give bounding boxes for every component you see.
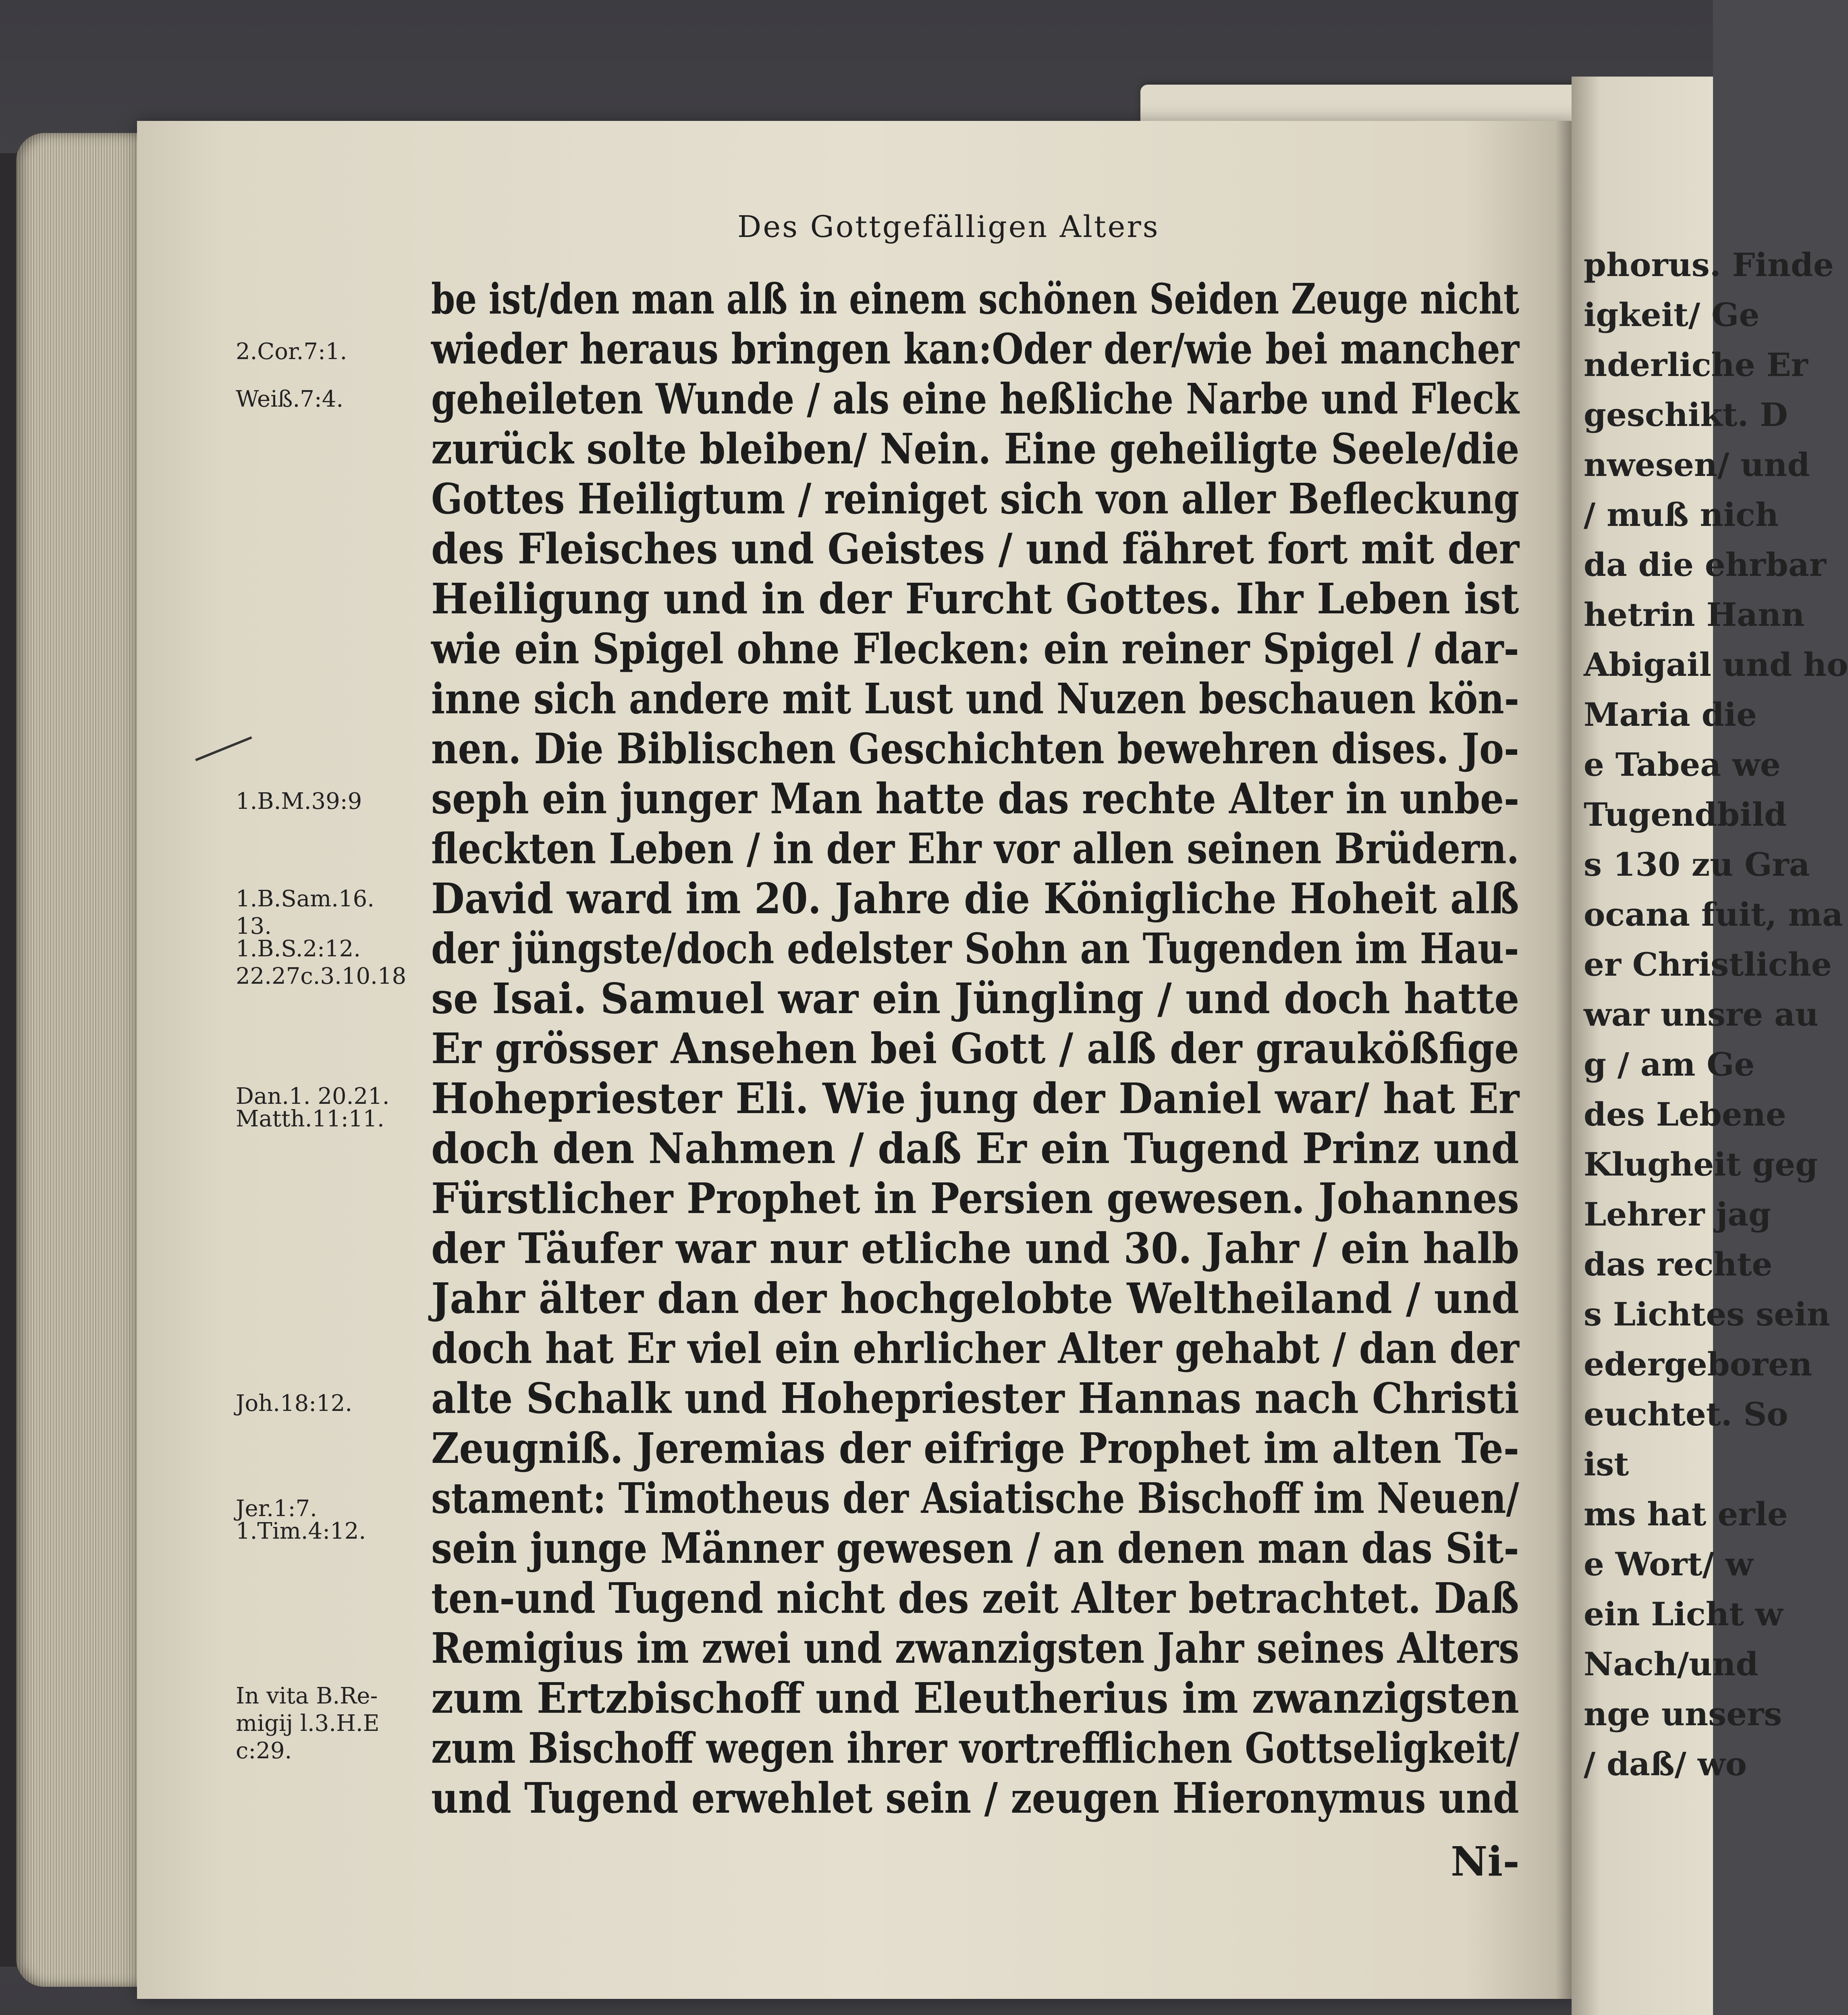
- text-line: der Täufer war nur etliche und 30. Jahr / ein halb: [431, 1224, 1520, 1273]
- text-line: zum Bischoff wegen ihrer vortrefflichen Gottseligkeit/: [431, 1723, 1519, 1773]
- facing-page-line: e Wort/ w: [1584, 1545, 1753, 1583]
- facing-page-line: ocana fuit, ma: [1584, 895, 1843, 933]
- facing-page-line: er Christliche: [1584, 945, 1832, 983]
- facing-page: [1572, 77, 1848, 2015]
- text-line: Er grösser Ansehen bei Gott / alß der graukößfige: [431, 1024, 1519, 1073]
- margin-note: 1.Tim.4:12.: [236, 1518, 366, 1544]
- margin-note: Joh.18:12.: [236, 1390, 353, 1417]
- gutter-shadow: [1555, 121, 1572, 1999]
- facing-page-line: / muß nich: [1584, 496, 1779, 534]
- facing-page-line: Tugendbild: [1584, 796, 1787, 833]
- facing-page-line: e Tabea we: [1584, 746, 1781, 783]
- page-stack-edge: [16, 133, 149, 1987]
- margin-note: Dan.1. 20.21.: [236, 1083, 390, 1109]
- facing-page-line: euchtet. So: [1584, 1395, 1788, 1433]
- text-line: fleckten Leben / in der Ehr vor allen seinen Brüdern.: [431, 824, 1520, 873]
- facing-page-line: g / am Ge: [1584, 1045, 1755, 1083]
- text-line: doch hat Er viel ein ehrlicher Alter gehabt / dan der: [431, 1323, 1519, 1373]
- facing-page-line: Lehrer jag: [1584, 1195, 1771, 1233]
- margin-note: 2.Cor.7:1.: [236, 339, 347, 365]
- text-line: doch den Nahmen / daß Er ein Tugend Prinz und: [431, 1124, 1519, 1173]
- facing-page-line: Abigail und ho: [1584, 646, 1848, 683]
- margin-note: 22.27c.3.10.18: [236, 963, 407, 990]
- margin-note: c:29.: [236, 1738, 292, 1764]
- facing-page-line: hetrin Hann: [1584, 596, 1805, 634]
- facing-page-line: ms hat erle: [1584, 1495, 1788, 1533]
- text-line: geheileten Wunde / als eine heßliche Narbe und Fleck: [431, 374, 1519, 424]
- text-line: seph ein junger Man hatte das rechte Alter in unbe-: [431, 774, 1520, 823]
- facing-page-line: phorus. Finde: [1584, 246, 1834, 284]
- facing-page-line: Nach/und: [1584, 1645, 1759, 1683]
- margin-note: 1.B.M.39:9: [236, 788, 362, 815]
- text-line: Hohepriester Eli. Wie jung der Daniel war/ hat Er: [431, 1074, 1520, 1123]
- facing-page-line: s Lichtes sein: [1584, 1295, 1830, 1333]
- facing-page-line: nwesen/ und: [1584, 446, 1810, 484]
- facing-page-line: Klugheit geg: [1584, 1145, 1818, 1183]
- facing-page-line: geschikt. D: [1584, 396, 1788, 434]
- facing-page-line: da die ehrbar: [1584, 546, 1826, 584]
- running-title: Des Gottgefälligen Alters: [737, 210, 1160, 244]
- text-line: David ward im 20. Jahre die Königliche Hoheit alß: [431, 874, 1519, 923]
- text-line: Fürstlicher Prophet in Persien gewesen. Johannes: [431, 1174, 1519, 1223]
- text-line: Jahr älter dan der hochgelobte Weltheiland / und: [431, 1273, 1519, 1323]
- margin-note: 1.B.Sam.16.: [236, 886, 375, 912]
- facing-page-line: s 130 zu Gra: [1584, 845, 1810, 883]
- margin-note: Jer.1:7.: [236, 1495, 317, 1522]
- text-line: stament: Timotheus der Asiatische Bischoff im Neuen/: [431, 1473, 1519, 1523]
- text-line: se Isai. Samuel war ein Jüngling / und doch hatte: [431, 974, 1520, 1023]
- text-line: Gottes Heiligtum / reiniget sich von aller Befleckung: [431, 474, 1520, 523]
- text-line: und Tugend erwehlet sein / zeugen Hieronymus und: [431, 1773, 1519, 1823]
- margin-note: 13.: [236, 913, 272, 940]
- text-line: inne sich andere mit Lust und Nuzen beschauen kön-: [431, 674, 1520, 723]
- facing-page-line: ist: [1584, 1445, 1629, 1483]
- facing-page-line: igkeit/ Ge: [1584, 296, 1760, 334]
- margin-note: Weiß.7:4.: [236, 386, 344, 412]
- facing-page-line: nge unsers: [1584, 1695, 1782, 1733]
- facing-page-line: war unsre au: [1584, 995, 1819, 1033]
- text-line: zurück solte bleiben/ Nein. Eine geheiligte Seele/die: [431, 424, 1520, 474]
- text-line: wieder heraus bringen kan:Oder der/wie bei mancher: [431, 324, 1520, 374]
- margin-note: migij l.3.H.E: [236, 1710, 380, 1737]
- text-line: zum Ertzbischoff und Eleutherius im zwanzigsten: [431, 1673, 1519, 1723]
- facing-page-line: ein Licht w: [1584, 1595, 1783, 1633]
- facing-page-line: / daß/ wo: [1584, 1745, 1747, 1783]
- text-line: der jüngste/doch edelster Sohn an Tugenden im Hau-: [431, 924, 1519, 973]
- facing-page-line: Maria die: [1584, 696, 1757, 733]
- text-line: Remigius im zwei und zwanzigsten Jahr seines Alters: [431, 1623, 1520, 1673]
- text-line: be ist/den man alß in einem schönen Seiden Zeuge nicht: [431, 274, 1520, 324]
- facing-page-line: das rechte: [1584, 1245, 1773, 1283]
- text-line: nen. Die Biblischen Geschichten bewehren dises. Jo-: [431, 724, 1520, 773]
- facing-page-line: nderliche Er: [1584, 346, 1808, 384]
- text-line: alte Schalk und Hohepriester Hannas nach Christi: [431, 1373, 1519, 1423]
- facing-page-line: edergeboren: [1584, 1345, 1813, 1383]
- margin-note: In vita B.Re-: [236, 1683, 378, 1709]
- margin-note: 1.B.S.2:12.: [236, 936, 361, 962]
- text-line: Heiligung und in der Furcht Gottes. Ihr Leben ist: [431, 574, 1519, 623]
- margin-note: Matth.11:11.: [236, 1105, 384, 1132]
- catchword: Ni-: [1451, 1838, 1520, 1885]
- text-line: Zeugniß. Jeremias der eifrige Prophet im alten Te-: [431, 1423, 1520, 1473]
- facing-page-line: des Lebene: [1584, 1095, 1786, 1133]
- text-line: ten-und Tugend nicht des zeit Alter betrachtet. Daß: [431, 1573, 1519, 1623]
- text-line: sein junge Männer gewesen / an denen man das Sit-: [431, 1523, 1519, 1573]
- text-line: des Fleisches und Geistes / und fähret fort mit der: [431, 524, 1520, 573]
- text-line: wie ein Spigel ohne Flecken: ein reiner Spigel / dar-: [431, 624, 1520, 673]
